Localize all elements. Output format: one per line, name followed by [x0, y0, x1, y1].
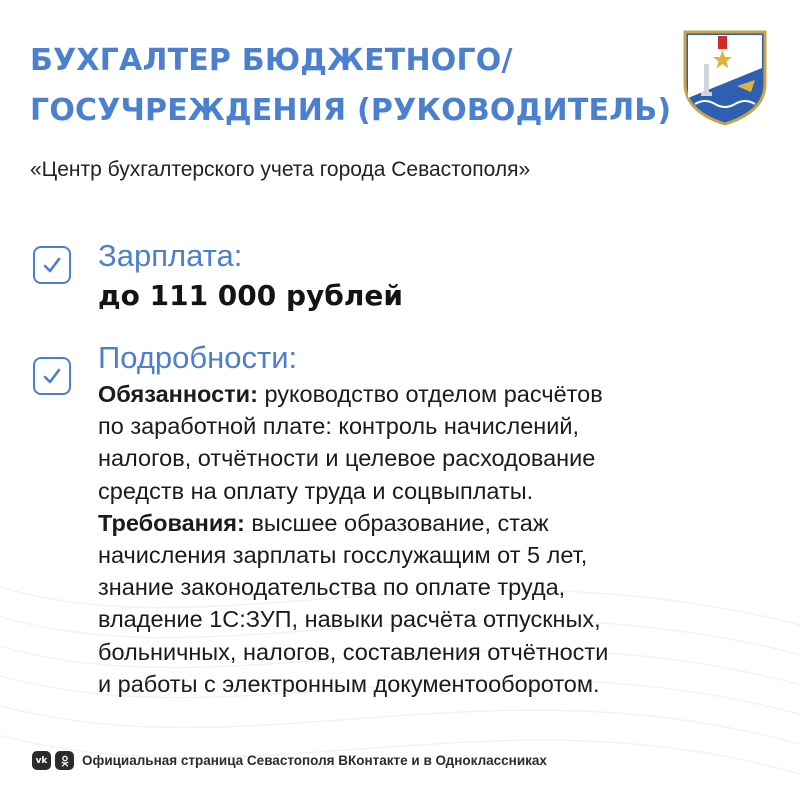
odnoklassniki-icon[interactable]: [55, 751, 74, 770]
page-title: [30, 36, 670, 136]
duties-line: [98, 378, 778, 410]
footer: [32, 751, 547, 770]
duties-label: Обязанности:: [98, 381, 258, 407]
requirements-line: владение 1С:ЗУП, навыки расчёта отпускных,: [98, 606, 601, 633]
duties-line: налогов, отчётности и целевое расходование: [98, 445, 596, 472]
duties-text: руководство отделом расчётов: [257, 381, 603, 407]
requirements-line: [98, 507, 778, 539]
footer-text: Официальная страница Севастополя ВКонтакте и в Одноклассниках: [82, 753, 547, 768]
sevastopol-coat-of-arms-icon: [681, 28, 769, 126]
vk-icon[interactable]: vk: [32, 751, 51, 770]
requirements-line: больничных, налогов, составления отчётности: [98, 638, 609, 665]
organization-name: «Центр бухгалтерского учета города Севастополя»: [30, 158, 531, 181]
requirements-text: высшее образование, стаж: [244, 509, 549, 536]
details-heading: Подробности:: [98, 340, 298, 375]
checkbox-checked-icon: [33, 246, 71, 284]
requirements-line: и работы с электронным документооборотом.: [98, 670, 600, 697]
requirements-line: знание законодательства по оплате труда,: [98, 574, 566, 601]
checkbox-checked-icon: [33, 357, 71, 395]
salary-heading: Зарплата:: [98, 238, 243, 273]
requirements-label: Требования:: [98, 509, 245, 536]
title-line-1: БУХГАЛТЕР БЮДЖЕТНОГО/: [30, 43, 513, 78]
requirements-line: начисления зарплаты госслужащим от 5 лет,: [98, 542, 588, 569]
title-line-2: ГОСУЧРЕЖДЕНИЯ (РУКОВОДИТЕЛЬ): [30, 93, 672, 128]
details-body: [98, 378, 778, 700]
salary-value: до 111 000 рублей: [98, 279, 403, 312]
duties-line: по заработной плате: контроль начислений,: [98, 413, 580, 440]
duties-line: средств на оплату труда и соцвыплаты.: [98, 477, 534, 504]
